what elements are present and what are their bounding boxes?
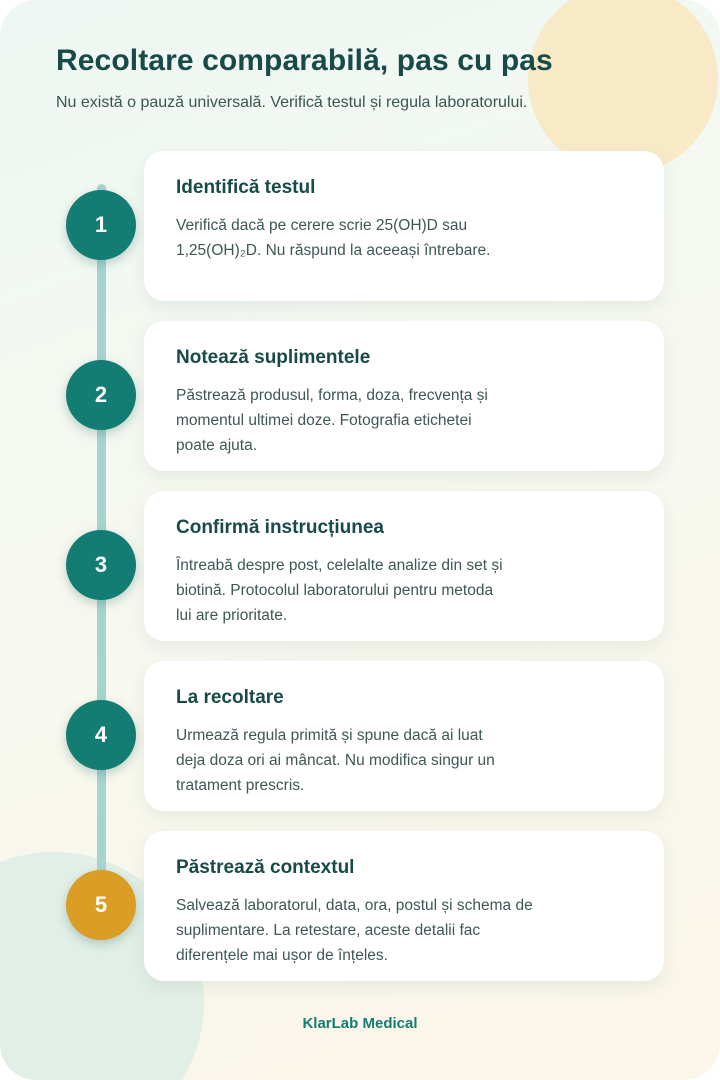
step-card [144, 151, 664, 301]
step-title: Identifică testul [176, 177, 316, 198]
step-card [144, 321, 664, 471]
step-number-badge: 5 [66, 870, 136, 940]
step-title: La recoltare [176, 687, 284, 708]
step-description: Salvează laboratorul, data, ora, postul și schema de suplimentare. La retestare, aceste detalii fac diferențele mai ușor de înțeles. [176, 897, 533, 964]
step-5 [0, 831, 720, 981]
step-card [144, 491, 664, 641]
step-1 [0, 151, 720, 301]
step-number-badge: 2 [66, 360, 136, 430]
step-4 [0, 661, 720, 811]
step-description: Păstrează produsul, forma, doza, frecvența și momentul ultimei doze. Fotografia etichetei poate ajuta. [176, 387, 488, 454]
step-description: Urmează regula primită și spune dacă ai luat deja doza ori ai mâncat. Nu modifica singur un tratament prescris. [176, 727, 495, 794]
step-title: Păstrează contextul [176, 857, 355, 878]
step-card [144, 831, 664, 981]
step-title: Notează suplimentele [176, 347, 371, 368]
step-description: Verifică dacă pe cerere scrie 25(OH)D sau 1,25(OH)₂D. Nu răspund la aceeași întrebare. [176, 217, 491, 259]
step-number-badge: 4 [66, 700, 136, 770]
step-title: Confirmă instrucțiunea [176, 517, 384, 538]
step-description: Întreabă despre post, celelalte analize din set și biotină. Protocolul laboratorului pentru metoda lui are prioritate. [176, 557, 503, 624]
step-3 [0, 491, 720, 641]
footer-brand: KlarLab Medical [302, 1015, 418, 1032]
page-subtitle: Nu există o pauză universală. Verifică testul și regula laboratorului. [56, 94, 528, 111]
step-card [144, 661, 664, 811]
step-number-badge: 3 [66, 530, 136, 600]
page-title: Recoltare comparabilă, pas cu pas [56, 44, 553, 77]
step-2 [0, 321, 720, 471]
step-number-badge: 1 [66, 190, 136, 260]
decorative-circle-top [528, 0, 718, 174]
